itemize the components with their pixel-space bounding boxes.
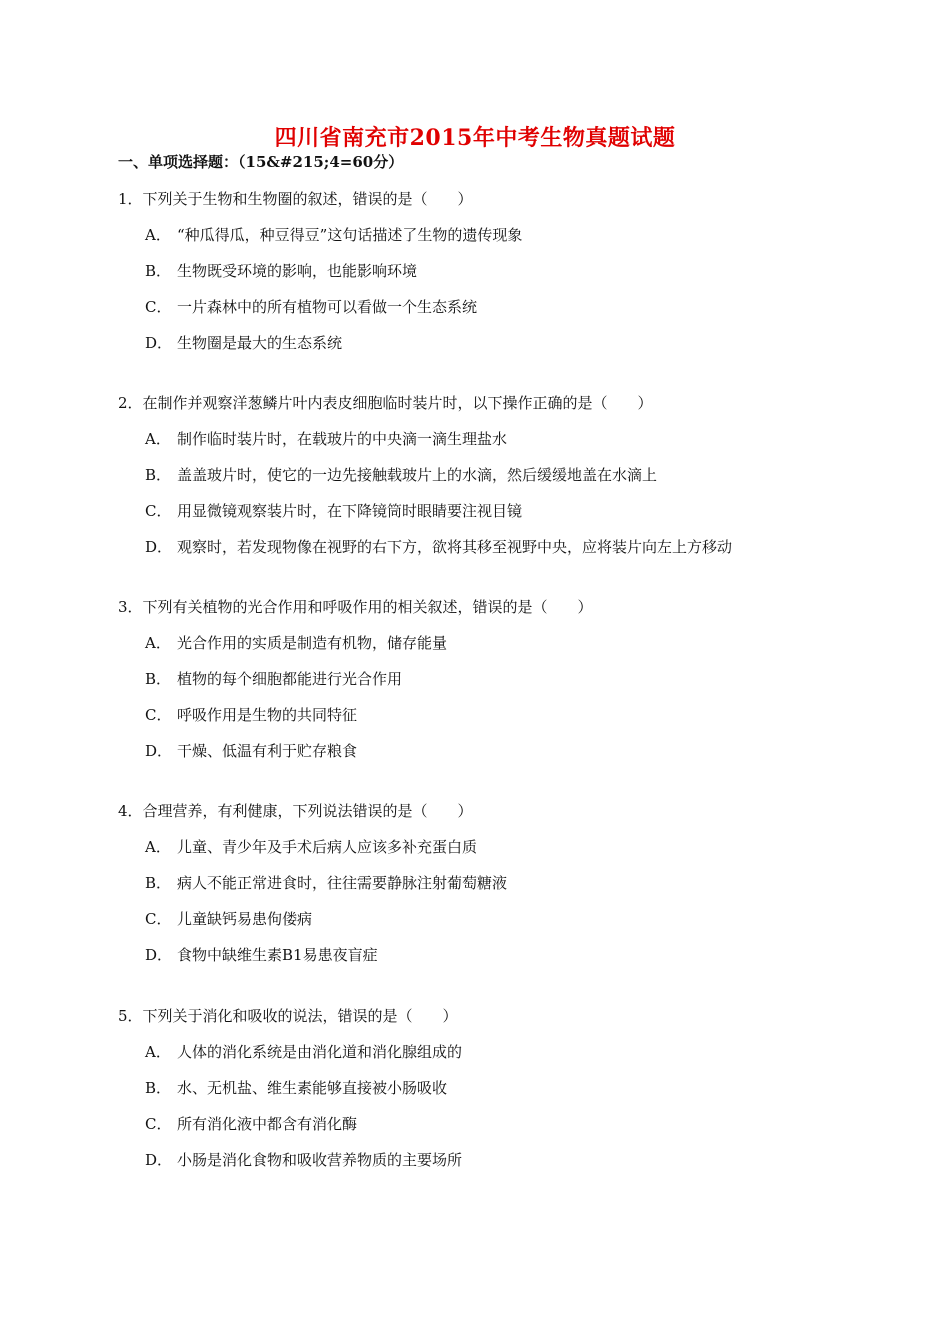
question-3-stem: 3．下列有关植物的光合作用和呼吸作用的相关叙述，错误的是（ ）: [118, 598, 593, 616]
option-letter: A．: [145, 634, 171, 652]
option-text: 干燥、低温有利于贮存粮食: [177, 742, 358, 760]
option-letter: A．: [145, 838, 171, 856]
option-text: 生物既受环境的影响，也能影响环境: [177, 262, 418, 280]
option-letter: A．: [145, 226, 171, 244]
question-5-option-c: [145, 1113, 357, 1134]
option-text: 儿童缺钙易患佝偻病: [177, 910, 313, 928]
question-3-option-b: [145, 668, 402, 689]
option-letter: C．: [145, 910, 172, 928]
option-text: 水、无机盐、维生素能够直接被小肠吸收: [177, 1079, 448, 1097]
option-text: 观察时，若发现物像在视野的右下方，欲将其移至视野中央，应将装片向左上方移动: [177, 538, 733, 556]
option-letter: C．: [145, 1115, 172, 1133]
option-letter: D．: [145, 1151, 173, 1169]
option-letter: A．: [145, 430, 171, 448]
option-text: 儿童、青少年及手术后病人应该多补充蛋白质: [177, 838, 478, 856]
option-text: 生物圈是最大的生态系统: [177, 334, 343, 352]
question-2-option-c: [145, 500, 522, 521]
option-letter: B．: [145, 262, 172, 280]
question-1-option-b: [145, 260, 417, 281]
question-2-option-b: [145, 464, 657, 485]
question-3-option-a: [145, 632, 447, 653]
question-2-option-a: [145, 428, 507, 449]
question-4-option-a: [145, 836, 477, 857]
question-4-option-c: [145, 908, 312, 929]
option-text: 用显微镜观察装片时，在下降镜筒时眼睛要注视目镜: [177, 502, 523, 520]
option-letter: D．: [145, 538, 173, 556]
question-4-stem: 4．合理营养，有利健康，下列说法错误的是（ ）: [118, 802, 473, 820]
option-text: 呼吸作用是生物的共同特征: [177, 706, 358, 724]
option-letter: B．: [145, 874, 172, 892]
question-5-option-a: [145, 1041, 462, 1062]
question-4-option-d: [145, 944, 378, 965]
option-letter: D．: [145, 946, 173, 964]
page-title: 四川省南充市2015年中考生物真题试题: [274, 125, 676, 151]
option-letter: B．: [145, 670, 172, 688]
question-3-option-d: [145, 740, 357, 761]
option-letter: A．: [145, 1043, 171, 1061]
option-text: “种瓜得瓜，种豆得豆”这句话描述了生物的遗传现象: [177, 226, 523, 244]
question-5-stem: 5．下列关于消化和吸收的说法，错误的是（ ）: [118, 1007, 458, 1025]
option-text: 植物的每个细胞都能进行光合作用: [177, 670, 403, 688]
option-letter: D．: [145, 334, 173, 352]
section-heading: 一、单项选择题：（15&#215;4=60分）: [118, 153, 404, 171]
option-text: 光合作用的实质是制造有机物，储存能量: [177, 634, 448, 652]
question-5-option-b: [145, 1077, 447, 1098]
option-letter: C．: [145, 298, 172, 316]
option-text: 制作临时装片时，在载玻片的中央滴一滴生理盐水: [177, 430, 508, 448]
option-letter: C．: [145, 502, 172, 520]
question-1-option-a: [145, 224, 522, 245]
option-letter: D．: [145, 742, 173, 760]
question-5-option-d: [145, 1149, 462, 1170]
option-text: 盖盖玻片时，使它的一边先接触载玻片上的水滴，然后缓缓地盖在水滴上: [177, 466, 658, 484]
option-letter: B．: [145, 1079, 172, 1097]
question-1-stem: 1．下列关于生物和生物圈的叙述，错误的是（ ）: [118, 190, 473, 208]
option-letter: B．: [145, 466, 172, 484]
question-2-option-d: [145, 536, 732, 557]
question-1-option-d: [145, 332, 342, 353]
option-text: 病人不能正常进食时，往往需要静脉注射葡萄糖液: [177, 874, 508, 892]
option-text: 所有消化液中都含有消化酶: [177, 1115, 358, 1133]
question-4-option-b: [145, 872, 507, 893]
question-3-option-c: [145, 704, 357, 725]
option-text: 小肠是消化食物和吸收营养物质的主要场所: [177, 1151, 463, 1169]
option-letter: C．: [145, 706, 172, 724]
question-1-option-c: [145, 296, 477, 317]
option-text: 人体的消化系统是由消化道和消化腺组成的: [177, 1043, 463, 1061]
option-text: 食物中缺维生素B1易患夜盲症: [177, 946, 378, 964]
option-text: 一片森林中的所有植物可以看做一个生态系统: [177, 298, 478, 316]
question-2-stem: 2．在制作并观察洋葱鳞片叶内表皮细胞临时装片时，以下操作正确的是（ ）: [118, 394, 653, 412]
